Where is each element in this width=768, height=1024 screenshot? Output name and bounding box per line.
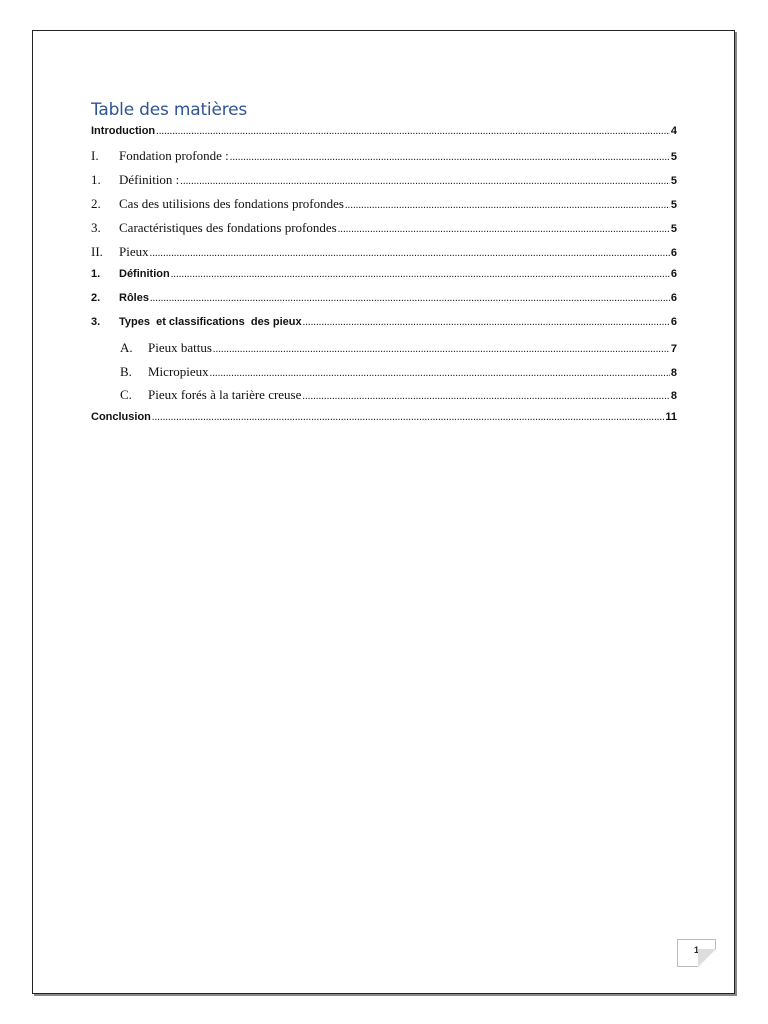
toc-entry-page: 6: [670, 292, 677, 304]
toc-entry-number: 2.: [91, 196, 101, 211]
toc-entry-label: Conclusion: [91, 411, 151, 423]
toc-entry-number: 3.: [91, 220, 101, 235]
toc-entry-fondation-profonde[interactable]: [91, 148, 677, 166]
toc-entry-number: 2.: [91, 292, 101, 304]
toc-entry-page: 6: [670, 316, 677, 328]
toc-entry-introduction[interactable]: [91, 125, 677, 143]
toc-entry-number: II.: [91, 244, 103, 259]
dot-leader: [171, 269, 670, 280]
toc-entry-page: 11: [665, 411, 677, 423]
toc-entry-page: 5: [670, 175, 677, 187]
page-number-badge: [677, 939, 716, 967]
toc-entry-number: 1.: [91, 172, 101, 187]
dot-leader: [150, 248, 670, 259]
page-number: 1: [693, 945, 699, 955]
toc-entry-label: Pieux forés à la tarière creuse: [148, 387, 302, 402]
dot-leader: [302, 391, 669, 402]
toc-entry-label: Pieux battus: [148, 340, 212, 355]
toc-entry-types-classifications[interactable]: [91, 316, 677, 334]
dot-leader: [230, 152, 670, 163]
dot-leader: [338, 224, 670, 235]
toc-entry-cas-utilisions[interactable]: [91, 196, 677, 214]
toc-entry-page: 5: [670, 151, 677, 163]
dot-leader: [345, 200, 670, 211]
toc-entry-label: Définition :: [119, 172, 180, 187]
toc-entry-label: Fondation profonde :: [119, 148, 229, 163]
dot-leader: [303, 317, 670, 328]
toc-entry-conclusion[interactable]: [91, 411, 677, 429]
page-curl-icon: [698, 949, 716, 967]
toc-entry-label: Rôles: [119, 292, 149, 304]
toc-entry-caracteristiques[interactable]: [91, 220, 677, 238]
toc-entry-micropieux[interactable]: [91, 364, 677, 382]
toc-entry-number: A.: [120, 340, 133, 355]
dot-leader: [210, 368, 670, 379]
toc-entry-pieux-fores[interactable]: [91, 387, 677, 405]
toc-entry-number: I.: [91, 148, 99, 163]
toc-title: Table des matières: [91, 100, 248, 120]
toc-entry-label: Cas des utilisions des fondations profondes: [119, 196, 344, 211]
toc-entry-label: Types et classifications des pieux: [119, 316, 302, 328]
dot-leader: [180, 176, 670, 187]
toc-entry-definition[interactable]: [91, 172, 677, 190]
toc-entry-number: B.: [120, 364, 132, 379]
dot-leader: [150, 293, 670, 304]
toc-entry-page: 5: [670, 223, 677, 235]
toc-entry-page: 6: [670, 268, 677, 280]
toc-entry-label: Caractéristiques des fondations profondes: [119, 220, 337, 235]
toc-entry-page: 6: [670, 247, 677, 259]
toc-entry-roles[interactable]: [91, 292, 677, 310]
toc-entry-page: 4: [670, 125, 677, 137]
toc-entry-page: 8: [670, 390, 677, 402]
toc-entry-label: Pieux: [119, 244, 149, 259]
toc-entry-number: C.: [120, 387, 132, 402]
dot-leader: [156, 126, 670, 137]
dot-leader: [213, 344, 670, 355]
toc-entry-label: Définition: [119, 268, 170, 280]
toc-entry-label: Micropieux: [148, 364, 209, 379]
toc-entry-pieux[interactable]: [91, 244, 677, 262]
toc-entry-definition-pieux[interactable]: [91, 268, 677, 286]
toc-entry-page: 5: [670, 199, 677, 211]
toc-entry-number: 3.: [91, 316, 101, 328]
dot-leader: [152, 412, 664, 423]
toc-entry-page: 8: [670, 367, 677, 379]
toc-entry-label: Introduction: [91, 125, 156, 137]
toc-entry-pieux-battus[interactable]: [91, 340, 677, 358]
toc-entry-page: 7: [670, 343, 677, 355]
toc-entry-number: 1.: [91, 268, 101, 280]
